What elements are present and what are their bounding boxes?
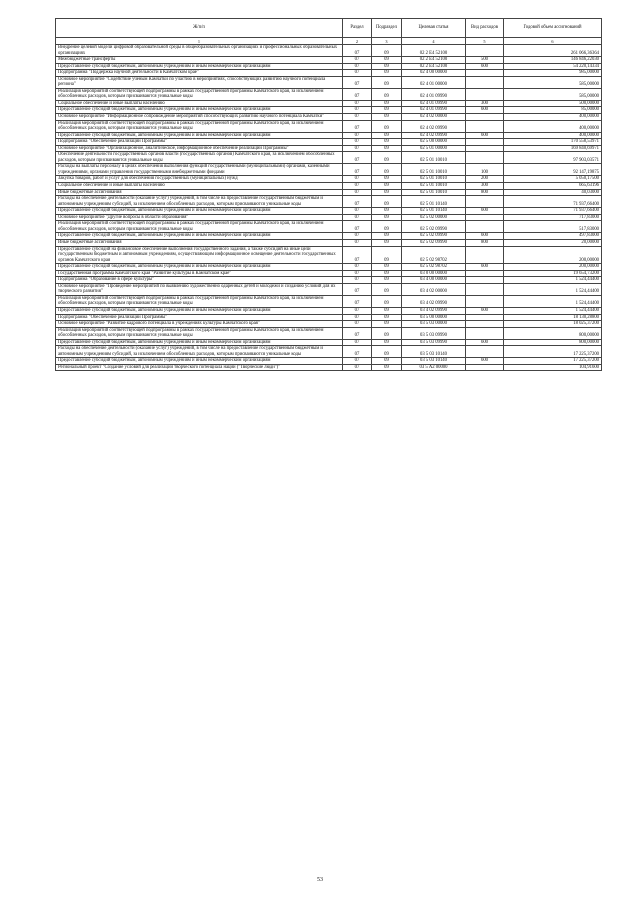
- cell-podrazdel: 09: [372, 132, 402, 139]
- cell-expense: [466, 283, 504, 295]
- cell-podrazdel: 09: [372, 264, 402, 271]
- cell-amount: 18 130,28800: [504, 314, 602, 321]
- cell-target: 03 4 02 00000: [402, 283, 466, 295]
- cell-target: 02 5 01 10140: [402, 208, 466, 215]
- cell-name: Реализация мероприятий соответствующей подпрограммы в рамках государственной программы Камчатского края, за исключением обособленных расходов, которым присваиваются уникальные коды: [56, 120, 343, 132]
- cell-razdel: 07: [343, 358, 372, 365]
- cell-target: 02 5 02 09990: [402, 239, 466, 246]
- cell-podrazdel: 09: [372, 63, 402, 70]
- cell-amount: 585,00000: [504, 76, 602, 88]
- table-row: [56, 45, 602, 57]
- cell-podrazdel: 09: [372, 239, 402, 246]
- cell-amount: 400,00000: [504, 120, 602, 132]
- table-row: [56, 327, 602, 339]
- cell-podrazdel: 09: [372, 145, 402, 152]
- table-row: [56, 221, 602, 233]
- cell-podrazdel: 09: [372, 270, 402, 277]
- cell-target: 02 2 Е4 52100: [402, 63, 466, 70]
- cell-podrazdel: 09: [372, 307, 402, 314]
- column-number: 4: [402, 38, 466, 45]
- cell-amount: 97 903,03571: [504, 152, 602, 164]
- cell-amount: 20,00000: [504, 239, 602, 246]
- cell-razdel: 07: [343, 132, 372, 139]
- cell-amount: 54 220,14334: [504, 63, 602, 70]
- cell-amount: 717,83000: [504, 214, 602, 221]
- cell-name: Основное мероприятие "Другие вопросы в области образования": [56, 214, 343, 221]
- cell-razdel: 07: [343, 76, 372, 88]
- cell-target: 03 5 03 09990: [402, 339, 466, 346]
- cell-name: Государственная программа Камчатского края "Развитие культуры в Камчатском крае": [56, 270, 343, 277]
- table-row: [56, 283, 602, 295]
- cell-name: Предоставление субсидий бюджетным, автономным учреждениям и иным некоммерческим организациям: [56, 339, 343, 346]
- cell-podrazdel: 09: [372, 139, 402, 146]
- cell-razdel: 07: [343, 239, 372, 246]
- cell-razdel: 07: [343, 364, 372, 371]
- cell-name: Межбюджетные трансферты: [56, 57, 343, 64]
- cell-razdel: 07: [343, 321, 372, 328]
- cell-name: Иные бюджетные ассигнования: [56, 239, 343, 246]
- cell-podrazdel: 09: [372, 176, 402, 183]
- table-header-row: [56, 19, 602, 38]
- cell-podrazdel: 09: [372, 364, 402, 371]
- cell-amount: 17 225,37200: [504, 346, 602, 358]
- table-row: [56, 246, 602, 264]
- cell-amount: 800,00000: [504, 327, 602, 339]
- cell-target: 02 4 01 09990: [402, 107, 466, 114]
- cell-target: 02 5 01 10010: [402, 176, 466, 183]
- cell-podrazdel: 09: [372, 295, 402, 307]
- cell-expense: [466, 120, 504, 132]
- cell-name: Обеспечение деятельности государственных органов власти (государственных органов) Камчатского края, за исключением обособленных расходов, которым присваиваются уникальные коды: [56, 152, 343, 164]
- cell-target: 02 4 01 00000: [402, 76, 466, 88]
- cell-name: Основное мероприятие "Содействие ученым Камчатки по участию в мероприятиях, способствующих развитию научного потенциала региона": [56, 76, 343, 88]
- cell-amount: 18 025,37200: [504, 321, 602, 328]
- cell-razdel: 07: [343, 246, 372, 264]
- cell-razdel: 07: [343, 189, 372, 196]
- cell-expense: 600: [466, 208, 504, 215]
- cell-expense: 100: [466, 164, 504, 176]
- cell-expense: [466, 76, 504, 88]
- column-number-row: [56, 38, 602, 45]
- table-row: [56, 152, 602, 164]
- cell-name: Предоставление субсидий бюджетным, автономным учреждениям и иным некоммерческим организациям: [56, 264, 343, 271]
- cell-name: Основное мероприятие "Информационное сопровождение мероприятий способствующих развитию научного потенциала Камчатки": [56, 114, 343, 121]
- cell-target: 02 5 00 00000: [402, 139, 466, 146]
- cell-podrazdel: 09: [372, 314, 402, 321]
- cell-razdel: 07: [343, 114, 372, 121]
- cell-name: Социальное обеспечение и иные выплаты населению: [56, 100, 343, 107]
- header-target: Целевая статья: [402, 19, 466, 38]
- cell-target: 02 4 02 09990: [402, 132, 466, 139]
- cell-target: 03 0 00 00000: [402, 270, 466, 277]
- cell-podrazdel: 09: [372, 358, 402, 365]
- cell-amount: 92 147,19875: [504, 164, 602, 176]
- cell-target: 02 5 02 09990: [402, 233, 466, 240]
- column-number: 1: [56, 38, 343, 45]
- cell-podrazdel: 09: [372, 208, 402, 215]
- cell-target: 03 5 03 10140: [402, 346, 466, 358]
- cell-target: 02 5 01 10010: [402, 152, 466, 164]
- header-podrazdel: Подраздел: [372, 19, 402, 38]
- header-amount: Годовой объем ассигнований: [504, 19, 602, 38]
- cell-amount: 517,83000: [504, 221, 602, 233]
- cell-name: Реализация мероприятий соответствующей подпрограммы в рамках государственной программы Камчатского края, за исключением обособленных расходов, которым присваиваются уникальные коды: [56, 327, 343, 339]
- cell-amount: 146 846,22030: [504, 57, 602, 64]
- cell-razdel: 07: [343, 221, 372, 233]
- cell-expense: 600: [466, 307, 504, 314]
- cell-razdel: 07: [343, 314, 372, 321]
- cell-target: 03 4 00 00000: [402, 277, 466, 284]
- cell-podrazdel: 09: [372, 45, 402, 57]
- cell-amount: 665,63196: [504, 183, 602, 190]
- cell-amount: 500,00000: [504, 100, 602, 107]
- cell-target: 02 5 02 98702: [402, 246, 466, 264]
- column-number: 5: [466, 38, 504, 45]
- cell-razdel: 07: [343, 100, 372, 107]
- cell-expense: [466, 246, 504, 264]
- column-number: 6: [504, 38, 602, 45]
- cell-razdel: 07: [343, 307, 372, 314]
- cell-target: 03 5 00 00000: [402, 314, 466, 321]
- cell-razdel: 07: [343, 88, 372, 100]
- cell-name: Расходы на обеспечение деятельности (оказание услуг) учреждений, в том числе на предоставление государственным бюджетным и автономным учреждениям субсидий, за исключением обособленных расходов, которым присваиваются уникальные коды: [56, 346, 343, 358]
- cell-razdel: 07: [343, 346, 372, 358]
- page-number: 53: [317, 877, 323, 883]
- cell-target: 02 5 01 10010: [402, 189, 466, 196]
- cell-razdel: 07: [343, 152, 372, 164]
- cell-expense: [466, 327, 504, 339]
- cell-razdel: 07: [343, 283, 372, 295]
- cell-podrazdel: 09: [372, 233, 402, 240]
- cell-name: Основное мероприятие "Проведение мероприятий по выявлению художественно одаренных детей и молодежи и созданию условий для их творческого развития": [56, 283, 343, 295]
- cell-podrazdel: 09: [372, 189, 402, 196]
- cell-target: 02 5 02 09990: [402, 221, 466, 233]
- table-row: [56, 88, 602, 100]
- cell-target: 02 5 02 00000: [402, 214, 466, 221]
- cell-name: Социальное обеспечение и иные выплаты населению: [56, 183, 343, 190]
- cell-razdel: 07: [343, 63, 372, 70]
- cell-amount: 40,03000: [504, 189, 602, 196]
- cell-amount: 169 840,69971: [504, 145, 602, 152]
- cell-razdel: 07: [343, 70, 372, 77]
- cell-amount: 17 225,37200: [504, 358, 602, 365]
- cell-name: Предоставление субсидий бюджетным, автономным учреждениям и иным некоммерческим организациям: [56, 132, 343, 139]
- cell-name: Предоставление субсидий на финансовое обеспечение выполнения государственного задания, а также субсидий на иные цели государственным бюджетным и автономным учреждениям, осуществляющим информационное освещение деятельности государственных органов Камчатского края: [56, 246, 343, 264]
- budget-document: [55, 18, 601, 371]
- cell-expense: 600: [466, 264, 504, 271]
- cell-expense: 800: [466, 239, 504, 246]
- cell-razdel: 07: [343, 233, 372, 240]
- column-number: 2: [343, 38, 372, 45]
- cell-name: Подпрограмма "Обеспечение реализации Программы": [56, 139, 343, 146]
- cell-podrazdel: 09: [372, 221, 402, 233]
- cell-name: Основное мероприятие "Организационное, аналитическое, информационное обеспечение реализации Программы": [56, 145, 343, 152]
- budget-table: [55, 18, 602, 371]
- cell-razdel: 07: [343, 327, 372, 339]
- cell-expense: [466, 45, 504, 57]
- cell-target: 03 5 А2 00000: [402, 364, 466, 371]
- cell-name: Предоставление субсидий бюджетным, автономным учреждениям и иным некоммерческим организациям: [56, 208, 343, 215]
- cell-amount: 19 654,73200: [504, 270, 602, 277]
- cell-target: 03 5 03 09990: [402, 327, 466, 339]
- cell-podrazdel: 09: [372, 327, 402, 339]
- cell-expense: 500: [466, 57, 504, 64]
- cell-amount: 800,00000: [504, 339, 602, 346]
- cell-razdel: 07: [343, 295, 372, 307]
- cell-target: 03 5 03 10140: [402, 358, 466, 365]
- table-row: [56, 295, 602, 307]
- cell-name: Региональный проект "Создание условий для реализации творческого потенциала нации ("Творческие люди")": [56, 364, 343, 371]
- table-row: [56, 346, 602, 358]
- cell-target: 02 4 02 00000: [402, 114, 466, 121]
- cell-podrazdel: 09: [372, 152, 402, 164]
- cell-podrazdel: 09: [372, 277, 402, 284]
- cell-podrazdel: 09: [372, 120, 402, 132]
- table-row: [56, 364, 602, 371]
- cell-podrazdel: 09: [372, 114, 402, 121]
- cell-podrazdel: 09: [372, 76, 402, 88]
- cell-name: Основное мероприятие "Развитие кадрового потенциала в учреждениях культуры Камчатского края": [56, 321, 343, 328]
- cell-podrazdel: 09: [372, 283, 402, 295]
- cell-target: 02 4 01 09990: [402, 100, 466, 107]
- cell-target: 03 4 02 09990: [402, 295, 466, 307]
- cell-expense: 300: [466, 183, 504, 190]
- cell-amount: 1 524,44400: [504, 307, 602, 314]
- table-row: [56, 76, 602, 88]
- cell-name: Предоставление субсидий бюджетным, автономным учреждениям и иным некоммерческим организациям: [56, 107, 343, 114]
- cell-name: Внедрение целевой модели цифровой образовательной среды в общеобразовательных организациях и профессиональных образовательных организациях: [56, 45, 343, 57]
- cell-amount: 5 050,17500: [504, 176, 602, 183]
- cell-target: 02 5 01 10140: [402, 196, 466, 208]
- cell-razdel: 07: [343, 183, 372, 190]
- cell-amount: 170 558,53971: [504, 139, 602, 146]
- cell-podrazdel: 09: [372, 88, 402, 100]
- cell-podrazdel: 09: [372, 70, 402, 77]
- cell-razdel: 07: [343, 139, 372, 146]
- cell-target: 02 2 Е4 52100: [402, 57, 466, 64]
- cell-podrazdel: 09: [372, 57, 402, 64]
- cell-target: 02 2 Е4 52100: [402, 45, 466, 57]
- cell-amount: 585,00000: [504, 88, 602, 100]
- cell-amount: 1 524,44400: [504, 277, 602, 284]
- cell-expense: [466, 221, 504, 233]
- cell-target: 02 5 01 10010: [402, 183, 466, 190]
- cell-expense: 600: [466, 63, 504, 70]
- cell-amount: 400,00000: [504, 132, 602, 139]
- cell-name: Подпрограмма "Обеспечение реализации Программы": [56, 314, 343, 321]
- cell-podrazdel: 09: [372, 346, 402, 358]
- cell-razdel: 07: [343, 264, 372, 271]
- cell-podrazdel: 09: [372, 183, 402, 190]
- cell-target: 03 5 03 00000: [402, 321, 466, 328]
- cell-name: Предоставление субсидий бюджетным, автономным учреждениям и иным некоммерческим организациям: [56, 307, 343, 314]
- cell-expense: [466, 364, 504, 371]
- cell-podrazdel: 09: [372, 246, 402, 264]
- cell-razdel: 07: [343, 339, 372, 346]
- cell-amount: 1 524,44400: [504, 283, 602, 295]
- cell-razdel: 07: [343, 208, 372, 215]
- cell-expense: 200: [466, 176, 504, 183]
- cell-razdel: 07: [343, 196, 372, 208]
- cell-name: Иные бюджетные ассигнования: [56, 189, 343, 196]
- cell-target: 02 5 02 98702: [402, 264, 466, 271]
- cell-podrazdel: 09: [372, 214, 402, 221]
- cell-razdel: 07: [343, 277, 372, 284]
- cell-expense: [466, 152, 504, 164]
- cell-podrazdel: 09: [372, 100, 402, 107]
- cell-razdel: 07: [343, 45, 372, 57]
- cell-expense: 600: [466, 132, 504, 139]
- cell-expense: 800: [466, 189, 504, 196]
- header-name: Ж/п/п: [56, 19, 343, 38]
- cell-expense: [466, 346, 504, 358]
- cell-expense: 600: [466, 339, 504, 346]
- cell-expense: [466, 88, 504, 100]
- cell-amount: 497,83000: [504, 233, 602, 240]
- cell-razdel: 07: [343, 145, 372, 152]
- cell-name: Расходы на обеспечение деятельности (оказание услуг) учреждений, в том числе на предоставление государственным бюджетным и автономным учреждениям субсидий, за исключением обособленных расходов, которым присваиваются уникальные коды: [56, 196, 343, 208]
- header-razdel: Раздел: [343, 19, 372, 38]
- cell-name: Предоставление субсидий бюджетным, автономным учреждениям и иным некоммерческим организациям: [56, 358, 343, 365]
- cell-name: Подпрограмма "Поддержка научной деятельности в Камчатском крае": [56, 70, 343, 77]
- cell-razdel: 07: [343, 270, 372, 277]
- table-row: [56, 120, 602, 132]
- cell-name: Закупка товаров, работ и услуг для обеспечения государственных (муниципальных) нужд: [56, 176, 343, 183]
- cell-name: Реализация мероприятий соответствующей подпрограммы в рамках государственной программы Камчатского края, за исключением обособленных расходов, которым присваиваются уникальные коды: [56, 295, 343, 307]
- cell-expense: 600: [466, 233, 504, 240]
- cell-razdel: 07: [343, 164, 372, 176]
- cell-target: 02 4 01 09990: [402, 88, 466, 100]
- cell-amount: 261 066,36364: [504, 45, 602, 57]
- cell-name: Предоставление субсидий бюджетным, автономным учреждениям и иным некоммерческим организациям: [56, 63, 343, 70]
- cell-podrazdel: 09: [372, 196, 402, 208]
- cell-target: 02 5 01 10010: [402, 164, 466, 176]
- cell-podrazdel: 09: [372, 107, 402, 114]
- header-expense: Вид расходов: [466, 19, 504, 38]
- cell-amount: 200,00000: [504, 246, 602, 264]
- column-number: 3: [372, 38, 402, 45]
- cell-target: 02 4 00 00000: [402, 70, 466, 77]
- cell-expense: 300: [466, 100, 504, 107]
- cell-target: 02 5 01 00000: [402, 145, 466, 152]
- table-row: [56, 196, 602, 208]
- cell-amount: 85,00000: [504, 107, 602, 114]
- cell-podrazdel: 09: [372, 321, 402, 328]
- cell-amount: 1 524,44400: [504, 295, 602, 307]
- cell-amount: 985,00000: [504, 70, 602, 77]
- cell-razdel: 07: [343, 107, 372, 114]
- cell-target: 02 4 02 09990: [402, 120, 466, 132]
- cell-name: Подпрограмма "Образование в сфере культуры": [56, 277, 343, 284]
- cell-target: 03 4 02 09990: [402, 307, 466, 314]
- cell-name: Расходы на выплаты персоналу в целях обеспечения выполнения функций государственными (муниципальными) органами, казенными учреждениями, органами управления государственными внебюджетными фондами: [56, 164, 343, 176]
- cell-expense: 600: [466, 358, 504, 365]
- cell-razdel: 07: [343, 57, 372, 64]
- cell-name: Реализация мероприятий соответствующей подпрограммы в рамках государственной программы Камчатского края, за исключением обособленных расходов, которым присваиваются уникальные коды: [56, 88, 343, 100]
- cell-razdel: 07: [343, 120, 372, 132]
- table-row: [56, 164, 602, 176]
- cell-amount: 71 937,66400: [504, 208, 602, 215]
- cell-expense: 600: [466, 107, 504, 114]
- table-body: [56, 45, 602, 371]
- cell-amount: 400,00000: [504, 114, 602, 121]
- cell-amount: 104,91600: [504, 364, 602, 371]
- cell-name: Реализация мероприятий соответствующей подпрограммы в рамках государственной программы Камчатского края, за исключением обособленных расходов, которым присваиваются уникальные коды: [56, 221, 343, 233]
- cell-razdel: 07: [343, 214, 372, 221]
- cell-amount: 200,00000: [504, 264, 602, 271]
- cell-podrazdel: 09: [372, 164, 402, 176]
- cell-podrazdel: 09: [372, 339, 402, 346]
- cell-expense: [466, 295, 504, 307]
- cell-razdel: 07: [343, 176, 372, 183]
- cell-name: Предоставление субсидий бюджетным, автономным учреждениям и иным некоммерческим организациям: [56, 233, 343, 240]
- cell-amount: 71 937,66400: [504, 196, 602, 208]
- cell-expense: [466, 196, 504, 208]
